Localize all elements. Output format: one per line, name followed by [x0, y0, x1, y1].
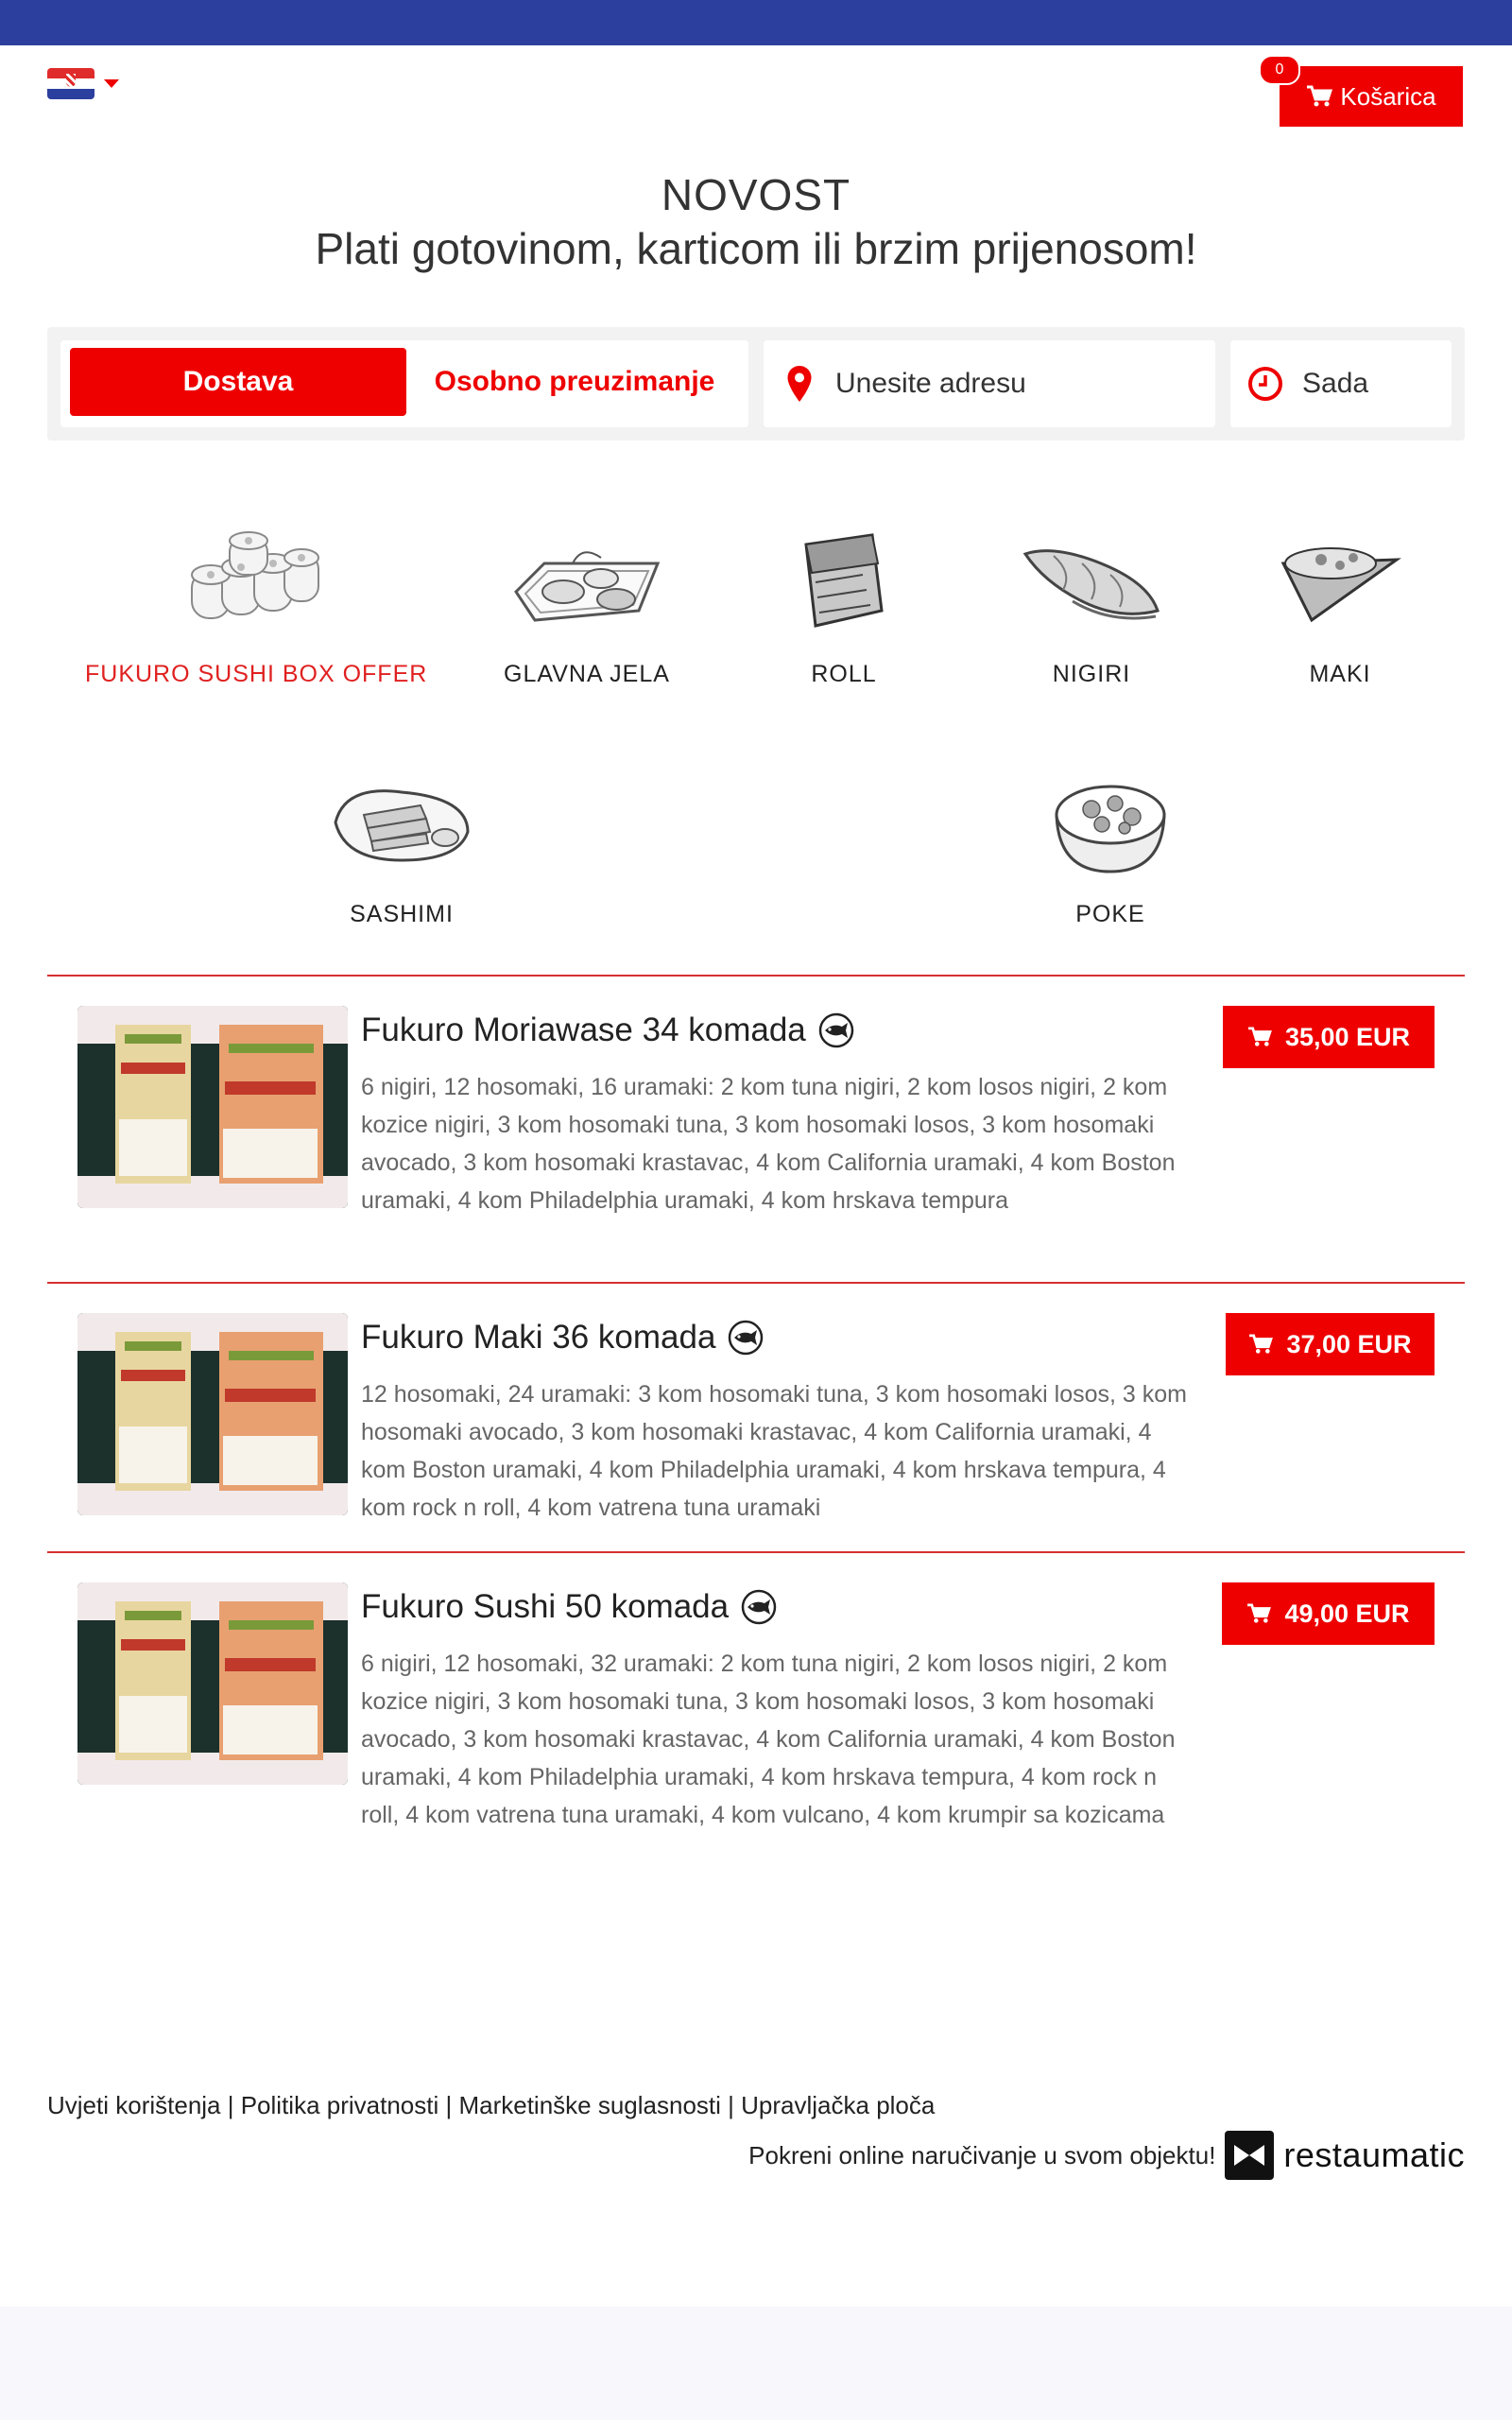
address-field[interactable] — [764, 340, 1215, 427]
nigiri-icon — [1016, 526, 1167, 639]
sushi-box-icon — [173, 526, 334, 639]
croatia-flag-icon — [47, 68, 94, 99]
delivery-button[interactable]: Dostava — [70, 348, 406, 416]
cart-count-badge: 0 — [1259, 55, 1300, 85]
product-description: 6 nigiri, 12 hosomaki, 16 uramaki: 2 kom tuna nigiri, 2 kom losos nigiri, 2 kom kozice nigiri, 3 kom hosomaki tuna, 3 kom hosomaki losos, 3 kom hosomaki avocado, 3 kom hosomaki krastavac, 4 kom California uramaki, 4 kom Boston uramaki, 4 kom Philadelphia uramaki, 4 kom hrskava tempura — [361, 1074, 1176, 1214]
category-sashimi[interactable] — [321, 766, 482, 928]
add-to-cart-button[interactable] — [1226, 1313, 1435, 1375]
fish-icon — [727, 1319, 765, 1357]
add-to-cart-button[interactable] — [1222, 1582, 1435, 1645]
section-divider — [47, 1551, 1465, 1553]
product-price: 37,00 EUR — [1286, 1329, 1412, 1358]
footer-separator: | — [220, 2091, 241, 2119]
language-selector[interactable] — [47, 68, 119, 99]
cart-icon — [1248, 1334, 1273, 1355]
time-label: Sada — [1302, 368, 1369, 399]
announcement-title: NOVOST — [661, 170, 851, 219]
cart-icon — [1306, 85, 1332, 108]
maki-icon — [1274, 526, 1406, 639]
product-item[interactable] — [47, 1313, 1465, 1549]
announcement-text: Plati gotovinom, karticom ili brzim prijenosom! — [315, 224, 1197, 273]
category-label: SASHIMI — [350, 901, 454, 927]
product-description: 6 nigiri, 12 hosomaki, 32 uramaki: 2 kom tuna nigiri, 2 kom losos nigiri, 2 kom kozice nigiri, 3 kom hosomaki tuna, 3 kom hosomaki losos, 3 kom hosomaki avocado, 3 kom hosomaki krastavac, 4 kom California uramaki, 4 kom Boston uramaki, 4 kom Philadelphia uramaki, 4 kom hrskava tempura, 4 kom rock n roll, 4 kom vatrena tuna uramaki, 4 kom vulcano, 4 kom krumpir sa kozicama — [361, 1651, 1176, 1828]
product-name-row — [361, 1319, 765, 1357]
product-item[interactable] — [47, 1006, 1465, 1280]
fish-icon — [817, 1011, 855, 1049]
time-selector[interactable] — [1230, 340, 1452, 427]
footer-cta[interactable] — [748, 2131, 1465, 2180]
category-maki[interactable] — [1257, 526, 1423, 688]
order-mode-toggle — [60, 340, 748, 427]
bottom-band — [0, 2307, 1512, 2420]
footer-links — [47, 2091, 935, 2120]
marketing-consent-link[interactable]: Marketinške suglasnosti — [458, 2091, 721, 2119]
product-image — [77, 1006, 348, 1208]
top-bar — [0, 0, 1512, 45]
category-label: ROLL — [811, 661, 877, 687]
category-roll[interactable] — [756, 526, 932, 688]
poke-icon — [1049, 766, 1172, 879]
category-sushi-box-offer[interactable] — [85, 526, 428, 688]
product-name: Fukuro Maki 36 komada — [361, 1319, 716, 1356]
category-glavna-jela[interactable] — [459, 526, 714, 688]
category-label: POKE — [1075, 901, 1145, 927]
product-name: Fukuro Moriawase 34 komada — [361, 1011, 806, 1048]
category-label: FUKURO SUSHI BOX OFFER — [85, 661, 428, 687]
category-poke[interactable] — [1040, 766, 1181, 928]
cart-label: Košarica — [1340, 81, 1436, 111]
product-price: 35,00 EUR — [1284, 1022, 1411, 1051]
product-name-row — [361, 1011, 855, 1049]
cart-icon — [1246, 1603, 1271, 1624]
footer-separator: | — [720, 2091, 742, 2119]
address-input[interactable] — [833, 367, 1196, 401]
dashboard-link[interactable]: Upravljačka ploča — [741, 2091, 936, 2119]
product-name: Fukuro Sushi 50 komada — [361, 1588, 730, 1625]
category-label: GLAVNA JELA — [504, 661, 670, 687]
add-to-cart-button[interactable] — [1223, 1006, 1435, 1068]
product-description: 12 hosomaki, 24 uramaki: 3 kom hosomaki tuna, 3 kom hosomaki losos, 3 kom hosomaki avocado, 3 kom hosomaki krastavac, 4 kom California uramaki, 4 kom Boston uramaki, 4 kom Philadelphia uramaki, 4 kom hrskava tempura, 4 kom rock n roll, 4 kom vatrena tuna uramaki — [361, 1381, 1188, 1521]
cart-icon — [1247, 1027, 1272, 1047]
sashimi-icon — [326, 766, 477, 879]
product-name-row — [361, 1588, 778, 1626]
announcement — [0, 168, 1512, 276]
restaumatic-logo-icon — [1225, 2131, 1274, 2180]
roll-icon — [787, 526, 901, 639]
product-image — [77, 1313, 348, 1515]
section-divider — [47, 975, 1465, 977]
chevron-down-icon — [104, 79, 119, 88]
clock-icon — [1247, 366, 1283, 402]
product-image — [77, 1582, 348, 1785]
pickup-button[interactable]: Osobno preuzimanje — [406, 348, 743, 416]
privacy-link[interactable]: Politika privatnosti — [240, 2091, 439, 2119]
fish-icon — [740, 1588, 778, 1626]
category-nigiri[interactable] — [1002, 526, 1181, 688]
category-label: NIGIRI — [1052, 661, 1131, 687]
product-item[interactable] — [47, 1582, 1465, 1894]
terms-link[interactable]: Uvjeti korištenja — [47, 2091, 221, 2119]
cart-button[interactable] — [1280, 66, 1463, 127]
order-panel — [47, 327, 1465, 441]
location-pin-icon — [786, 365, 813, 403]
section-divider — [47, 1282, 1465, 1284]
category-label: MAKI — [1309, 661, 1371, 687]
footer-separator: | — [438, 2091, 459, 2119]
main-dish-icon — [507, 526, 667, 639]
product-price: 49,00 EUR — [1284, 1599, 1410, 1628]
footer-cta-text: Pokreni online naručivanje u svom objektu! — [748, 2140, 1216, 2169]
brand-name: restaumatic — [1283, 2135, 1465, 2174]
